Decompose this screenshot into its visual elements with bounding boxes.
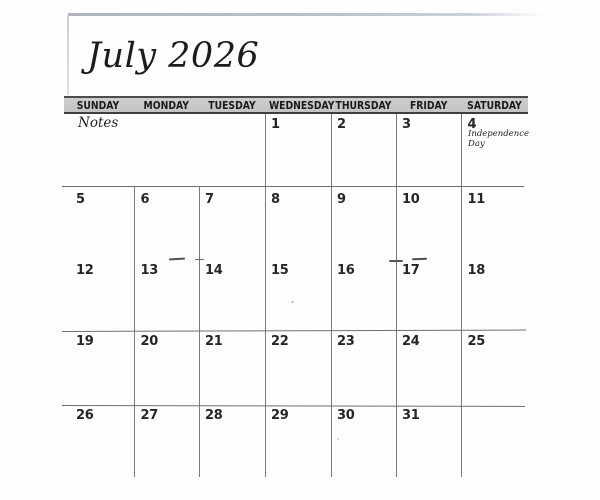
weekday-header-bar — [64, 96, 528, 114]
day-number-27: 27 — [140, 408, 158, 423]
day-number-7: 7 — [205, 192, 214, 207]
day-number-25: 25 — [467, 334, 485, 349]
day-number-29: 29 — [271, 408, 289, 423]
weekday-label-monday: MONDAY — [143, 100, 189, 112]
day-number-22: 22 — [271, 334, 289, 349]
day-number-5: 5 — [76, 192, 85, 207]
grid-vertical-line — [461, 114, 462, 477]
stray-mark — [169, 258, 185, 261]
weekday-label-sunday: SUNDAY — [76, 100, 120, 112]
grid-horizontal-line — [62, 186, 524, 187]
day-number-17: 17 — [402, 263, 420, 278]
day-number-31: 31 — [402, 408, 420, 423]
notes-label: Notes — [78, 115, 119, 131]
day-number-16: 16 — [337, 263, 355, 278]
day-number-1: 1 — [271, 117, 280, 132]
day-number-15: 15 — [271, 263, 289, 278]
day-number-11: 11 — [467, 192, 485, 207]
weekday-label-friday: FRIDAY — [409, 100, 447, 112]
holiday-label: Independence Day — [468, 129, 529, 149]
day-number-10: 10 — [402, 192, 420, 207]
scan-left-edge-line — [67, 15, 69, 95]
day-number-19: 19 — [76, 334, 94, 349]
scan-top-edge-line — [68, 13, 543, 16]
grid-vertical-line — [396, 114, 397, 477]
stray-mark — [195, 259, 204, 261]
day-number-13: 13 — [140, 263, 158, 278]
grid-horizontal-line — [62, 405, 525, 407]
day-number-20: 20 — [140, 334, 158, 349]
day-number-9: 9 — [337, 192, 346, 207]
day-number-24: 24 — [402, 334, 420, 349]
grid-vertical-line — [331, 114, 332, 477]
grid-horizontal-line — [62, 330, 526, 332]
day-number-12: 12 — [76, 263, 94, 278]
day-number-6: 6 — [140, 192, 150, 207]
day-number-14: 14 — [205, 263, 223, 278]
weekday-label-wednesday: WEDNESDAY — [268, 100, 334, 112]
day-number-30: 30 — [337, 408, 355, 423]
day-number-21: 21 — [205, 334, 223, 349]
day-number-18: 18 — [467, 263, 485, 278]
stray-mark — [389, 260, 403, 262]
day-number-3: 3 — [402, 117, 411, 132]
weekday-label-thursday: THURSDAY — [335, 100, 391, 112]
stray-mark — [412, 258, 427, 261]
month-title: July 2026 — [87, 36, 260, 76]
day-number-28: 28 — [205, 408, 223, 423]
day-number-4: 4 — [467, 117, 477, 132]
day-number-26: 26 — [76, 408, 94, 423]
scan-speck — [291, 301, 294, 303]
day-number-2: 2 — [337, 117, 346, 132]
weekday-label-saturday: SATURDAY — [467, 100, 522, 112]
day-number-23: 23 — [337, 334, 355, 349]
grid-vertical-line — [265, 114, 266, 477]
weekday-label-tuesday: TUESDAY — [207, 100, 256, 112]
day-number-8: 8 — [271, 192, 280, 207]
scan-speck — [337, 438, 339, 440]
